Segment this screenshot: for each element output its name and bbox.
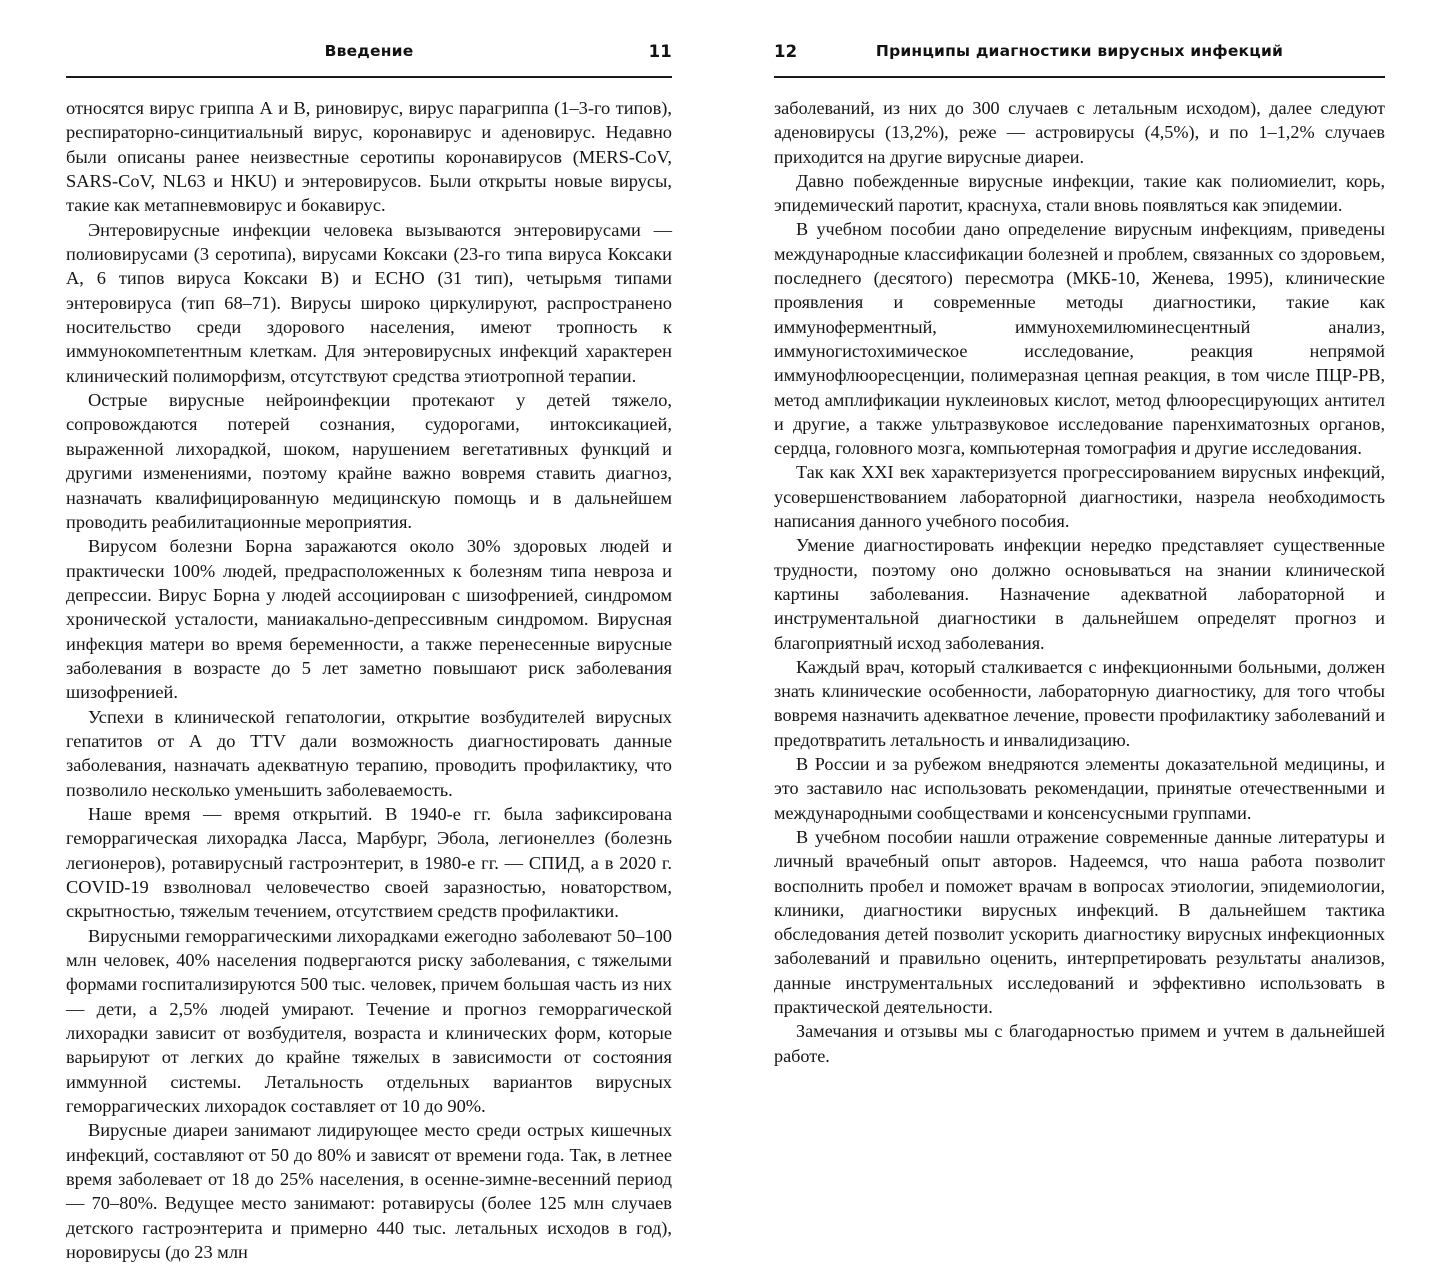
right-page-running-head-title: Принципы диагностики вирусных инфекций — [875, 42, 1284, 60]
paragraph: Острые вирусные нейроинфекции протекают у детей тяжело, сопровождаются потерей сознания, судорогами, интоксикацией, выраженной лихорадкой, шоком, нарушением вегетативных функций и другими изменениями, поэтому крайне важно вовремя ставить диагноз, назначать квалифицированную медицинскую помощь и в дальнейшем проводить реабилитационные мероприятия. — [66, 390, 672, 532]
paragraph: В России и за рубежом внедряются элементы доказательной медицины, и это заставило нас использовать рекомендации, принятые отечественными и международными сообществами и консенсусными группами. — [774, 754, 1385, 823]
right-page-folio: 12 — [774, 42, 798, 61]
paragraph: В учебном пособии дано определение вирусным инфекциям, приведены международные классификации болезней и проблем, связанных со здоровьем, последнего (десятого) пересмотра (МКБ-10, Женева, 1995), клинические проявления и современные методы диагностики, такие как иммуноферментный, иммунохемилюминесцентный анализ, иммуногистохимическое исследование, реакция непрямой иммунофлюоресценции, полимеразная цепная реакция, в том числе ПЦР-РВ, метод амплификации нуклеиновых кислот, метод флюоресцирующих антител и другие, а также ультразвуковое исследование паренхиматозных органов, сердца, головного мозга, компьютерная томография и другие исследования. — [774, 219, 1385, 459]
left-page-running-head-title: Введение — [324, 42, 414, 60]
paragraph: Наше время — время открытий. В 1940-е гг. была зафиксирована геморрагическая лихорадка Ласса, Марбург, Эбола, легионеллез (болезнь легионеров), ротавирусный гастроэнтерит, в 1980-е гг. — СПИД, а в 2020 г. COVID-19 взволновал человечество своей заразностью, новаторством, скрытностью, тяжелым течением, отсутствием средств профилактики. — [66, 803, 672, 922]
paragraph: Успехи в клинической гепатологии, открытие возбудителей вирусных гепатитов от А до TTV дали возможность диагностировать данные заболевания, назначать адекватную терапию, проводить профилактику, что позволило несколько уменьшить заболеваемость. — [66, 706, 672, 800]
paragraph: Каждый врач, который сталкивается с инфекционными больными, должен знать клинические особенности, лабораторную диагностику, для того чтобы вовремя назначить адекватное лечение, провести профилактику заболеваний и предотвратить летальность и инвалидизацию. — [774, 656, 1385, 750]
left-page — [0, 0, 722, 1263]
paragraph: Вирусные диареи занимают лидирующее место среди острых кишечных инфекций, составляют от 50 до 80% и зависят от времени года. Так, в летнее время заболевает от 18 до 25% населения, в осенне-зимне-весенний период — 70–80%. Ведущее место занимают: ротавирусы (более 125 млн случаев детского гастроэнтерита и примерно 440 тыс. летальных исходов в год), норовирусы (до 23 млн — [66, 1120, 672, 1263]
paragraph: Так как XXI век характеризуется прогрессированием вирусных инфекций, усовершенствованием лабораторной диагностики, назрела необходимость написания данного учебного пособия. — [774, 462, 1385, 532]
paragraph: заболеваний, из них до 300 случаев с летальным исходом), далее следуют аденовирусы (13,2%), реже — астровирусы (4,5%), и по 1–1,2% случаев приходится на другие вирусные диареи. — [774, 98, 1385, 167]
paragraph: В учебном пособии нашли отражение современные данные литературы и личный врачебный опыт авторов. Надеемся, что наша работа позволит восполнить пробел и поможет врачам в вопросах этиологии, эпидемиологии, клиники, диагностики вирусных инфекций. В дальнейшем тактика обследования детей позволит ускорить диагностику вирусных инфекционных заболеваний и правильно оценить, интерпретировать результаты анализов, данные инструментальных исследований и эффективно использовать в практической деятельности. — [774, 826, 1385, 1017]
right-page — [722, 0, 1445, 1066]
paragraph: Вирусными геморрагическими лихорадками ежегодно заболевают 50–100 млн человек, 40% населения подвергаются риску заболевания, с тяжелыми формами госпитализируются 500 тыс. человек, причем большая часть из них — дети, а 2,5% людей умирают. Течение и прогноз геморрагической лихорадки зависит от возбудителя, возраста и клинических форм, которые варьируют от легких до крайне тяжелых в зависимости от состояния иммунной системы. Летальность отдельных вариантов вирусных геморрагических лихорадок составляет от 10 до 90%. — [66, 925, 672, 1117]
left-page-folio: 11 — [648, 42, 672, 61]
paragraph: Вирусом болезни Борна заражаются около 30% здоровых людей и практически 100% людей, предрасположенных к болезням типа невроза и депрессии. Вирус Борна у людей ассоциирован с шизофренией, синдромом хронической усталости, маниакально-депрессивным синдромом. Вирусная инфекция матери во время беременности, а также перенесенные вирусные заболевания в возрасте до 5 лет заметно повышают риск заболевания шизофренией. — [66, 536, 672, 703]
left-page-running-head — [66, 40, 672, 78]
paragraph: Энтеровирусные инфекции человека вызываются энтеровирусами — полиовирусами (3 серотипа), вирусами Коксаки (23-го типа вируса Коксаки А, 6 типов вируса Коксаки В) и ЕСНО (31 тип), четырьмя типами энтеровируса (тип 68–71). Вирусы широко циркулируют, распространено носительство среди здорового населения, имеют тропность к иммунокомпетентным клеткам. Для энтеровирусных инфекций характерен клинический полиморфизм, отсутствуют средства этиотропной терапии. — [66, 219, 672, 386]
right-page-text-block — [774, 96, 1385, 1068]
paragraph: Давно побежденные вирусные инфекции, такие как полиомиелит, корь, эпидемический паротит, краснуха, стали вновь появляться как эпидемии. — [774, 170, 1385, 216]
paragraph: Замечания и отзывы мы с благодарностью примем и учтем в дальнейшей работе. — [774, 1021, 1385, 1066]
paragraph: Умение диагностировать инфекции нередко представляет существенные трудности, поэтому оно должно основываться на знании клинической картины заболевания. Назначение адекватной лабораторной и инструментальной диагностики в дальнейшем определят прогноз и благоприятный исход заболевания. — [774, 535, 1385, 653]
paragraph: относятся вирус гриппа А и В, риновирус, вирус парагриппа (1–3-го типов), респираторно-синцитиальный вирус, коронавирус и аденовирус. Недавно были описаны ранее неизвестные серотипы коронавирусов (MERS-CoV, SARS-CoV, NL63 и HKU) и энтеровирусов. Были открыты новые вирусы, такие как метапневмовирус и бокавирус. — [66, 98, 672, 216]
right-page-running-head — [774, 40, 1385, 78]
left-page-text-block — [66, 96, 672, 1265]
